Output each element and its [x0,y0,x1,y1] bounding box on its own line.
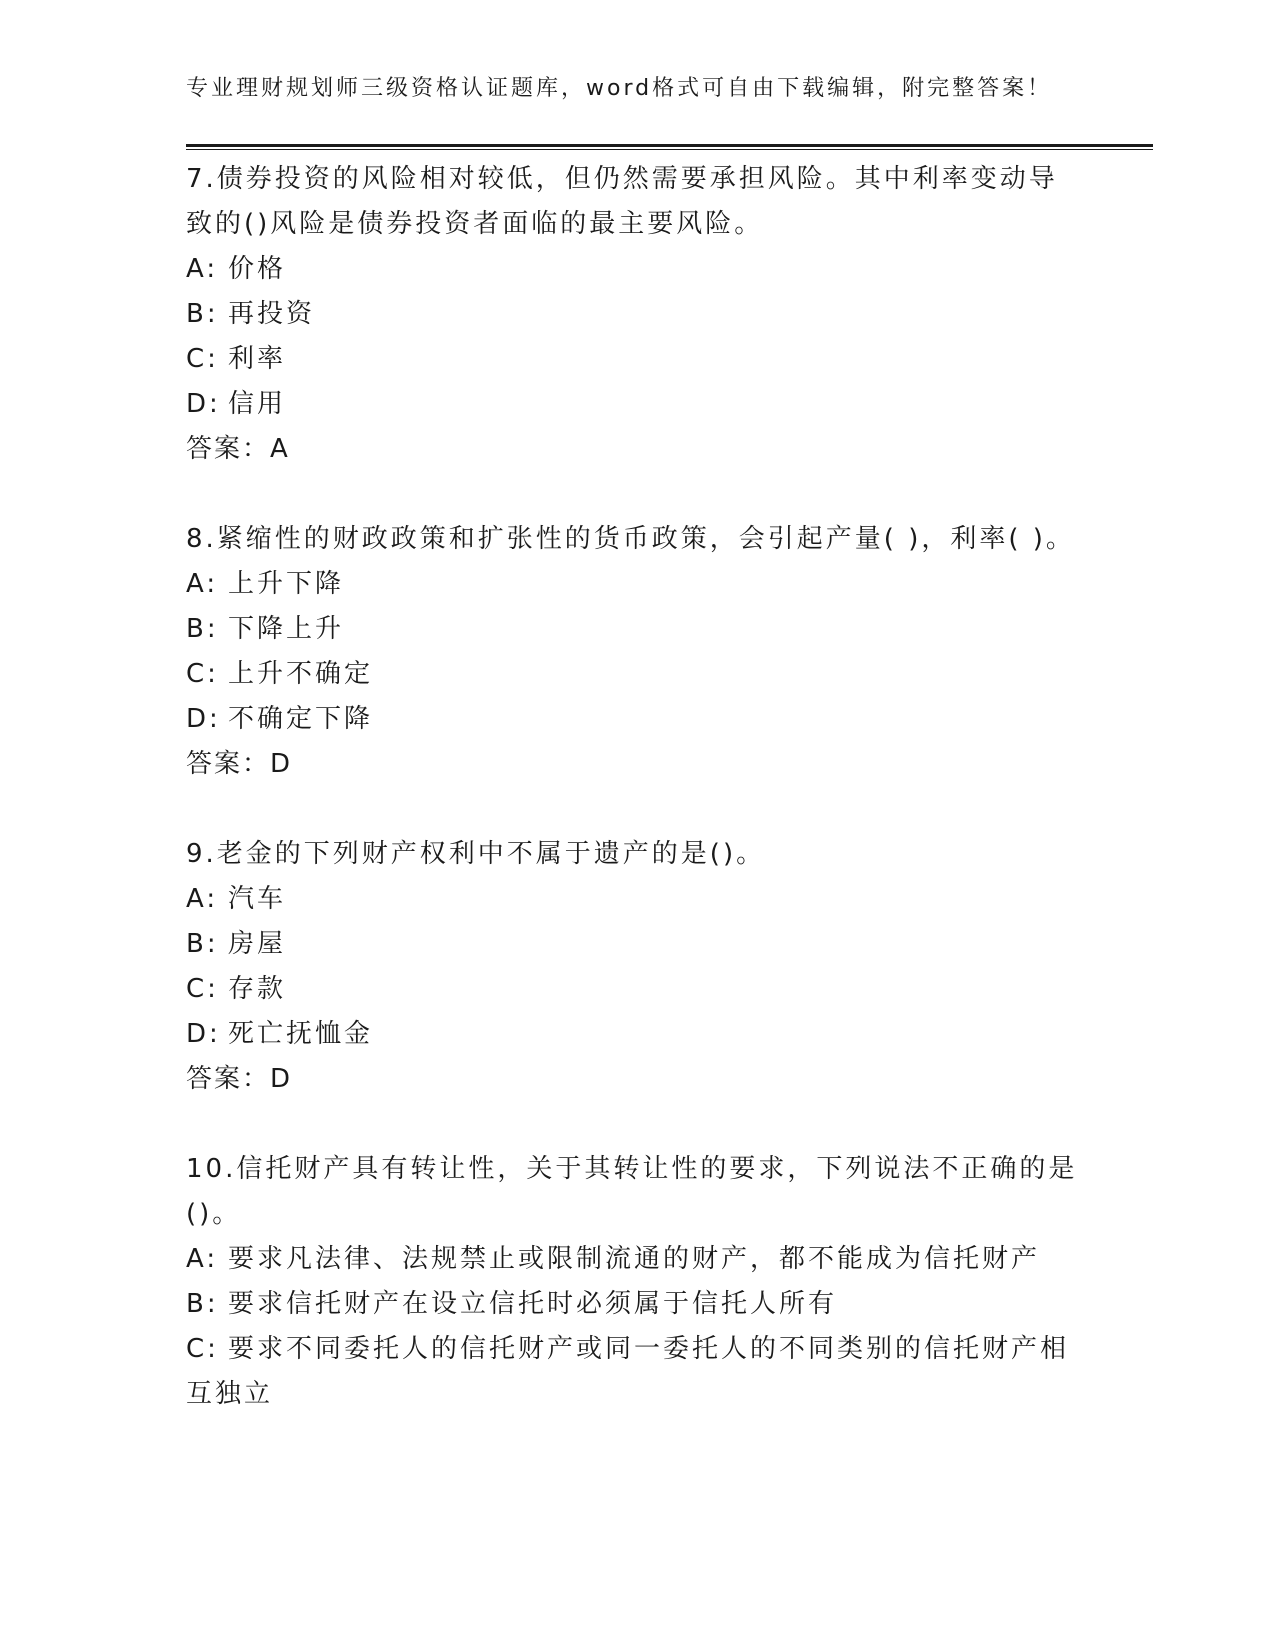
option-text: 房屋 [228,929,287,959]
option-key: C: [186,1334,219,1364]
option-text: 要求信托财产在设立信托时必须属于信托人所有 [228,1289,838,1319]
option-key: B: [186,299,219,329]
question-text: 10.信托财产具有转让性，关于其转让性的要求，下列说法不正确的是()。 [186,1154,1078,1229]
option-key: B: [186,614,219,644]
option-key: D: [186,704,221,734]
option-key: B: [186,929,219,959]
option-c [186,337,1086,382]
option-key: D: [186,389,221,419]
answer-label: 答案： [186,749,271,779]
option-text: 不确定下降 [228,704,374,734]
option-text: 存款 [228,974,287,1004]
option-text: 要求凡法律、法规禁止或限制流通的财产，都不能成为信托财产 [228,1244,1041,1274]
option-text: 死亡抚恤金 [228,1019,374,1049]
option-b [186,922,1086,967]
question-9 [186,832,1086,1102]
question-7 [186,157,1086,472]
option-c [186,652,1086,697]
option-d [186,697,1086,742]
option-a [186,247,1086,292]
question-8 [186,517,1086,787]
option-text: 利率 [228,344,287,374]
answer-value: D [270,1064,293,1094]
header-divider [186,144,1153,150]
option-key: A: [186,884,219,914]
answer-label: 答案： [186,1064,271,1094]
option-key: A: [186,254,219,284]
answer-line [186,1057,1086,1102]
option-d [186,382,1086,427]
option-key: C: [186,344,219,374]
option-key: A: [186,569,219,599]
question-text: 8.紧缩性的财政政策和扩张性的货币政策，会引起产量( )，利率( )。 [186,524,1075,554]
option-text: 下降上升 [228,614,345,644]
answer-value: D [270,749,293,779]
option-b [186,607,1086,652]
answer-value: A [270,434,290,464]
option-b [186,292,1086,337]
answer-line [186,427,1086,472]
option-c [186,967,1086,1012]
option-text: 上升不确定 [228,659,374,689]
option-key: D: [186,1019,221,1049]
option-text: 价格 [228,254,287,284]
question-text: 7.债券投资的风险相对较低，但仍然需要承担风险。其中利率变动导致的()风险是债券投资者面临的最主要风险。 [186,164,1058,239]
answer-line [186,742,1086,787]
answer-label: 答案： [186,434,271,464]
option-text: 信用 [228,389,287,419]
option-b [186,1282,1086,1327]
option-text: 上升下降 [228,569,345,599]
question-text: 9.老金的下列财产权利中不属于遗产的是()。 [186,839,766,869]
option-text: 再投资 [228,299,316,329]
option-key: A: [186,1244,219,1274]
option-text: 汽车 [228,884,287,914]
option-key: B: [186,1289,219,1319]
option-text: 要求不同委托人的信托财产或同一委托人的不同类别的信托财产相互独立 [186,1334,1070,1409]
option-key: C: [186,659,219,689]
question-list [186,157,1086,1462]
question-10 [186,1147,1086,1417]
option-key: C: [186,974,219,1004]
option-c [186,1327,1086,1417]
page-header: 专业理财规划师三级资格认证题库，word格式可自由下载编辑，附完整答案！ [186,76,1053,101]
option-a [186,1237,1086,1282]
option-a [186,562,1086,607]
option-a [186,877,1086,922]
option-d [186,1012,1086,1057]
